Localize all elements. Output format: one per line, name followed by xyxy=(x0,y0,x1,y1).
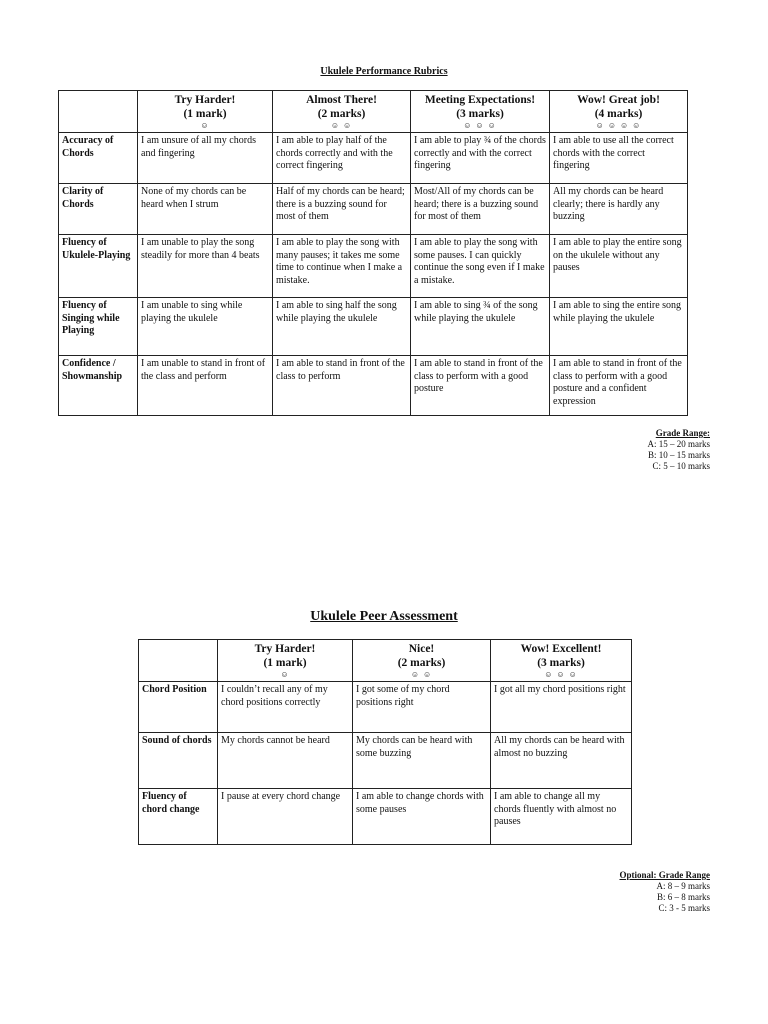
header-marks: (2 marks) xyxy=(317,108,366,120)
smiley-icon: ☺ ☺ xyxy=(330,121,353,130)
smiley-icon: ☺ ☺ xyxy=(410,670,433,679)
header-marks: (3 marks) xyxy=(537,657,585,669)
table-cell: I am able to change chords with some pauses xyxy=(353,789,491,845)
header-label: Wow! Excellent! xyxy=(520,643,602,655)
grade-range-title: Grade Range: xyxy=(655,428,710,438)
table-cell: My chords can be heard with some buzzing xyxy=(353,733,491,789)
table-cell: My chords cannot be heard xyxy=(218,733,353,789)
table-row xyxy=(59,235,688,298)
table-cell: I got all my chord positions right xyxy=(491,682,632,733)
header-label: Try Harder! xyxy=(174,94,236,106)
table-cell: Half of my chords can be heard; there is a buzzing sound for most of them xyxy=(273,184,411,235)
table-cell: I am able to play the song with some pauses. I can quickly continue the song even if I make a mistake. xyxy=(411,235,550,298)
table-row xyxy=(139,733,632,789)
header-label: Try Harder! xyxy=(254,643,316,655)
table-cell: I am able to play the song with many pauses; it takes me some time to continue when I make a mistake. xyxy=(273,235,411,298)
optional-grade-range xyxy=(619,870,710,914)
table-cell: I am able to stand in front of the class to perform with a good posture and a confident expression xyxy=(550,356,688,416)
header-marks: (4 marks) xyxy=(594,108,643,120)
table-cell: I am able to play the entire song on the ukulele without any pauses xyxy=(550,235,688,298)
table-cell: I got some of my chord positions right xyxy=(353,682,491,733)
peer-header-level-2 xyxy=(353,640,491,682)
grade-range-line: C: 3 - 5 marks xyxy=(658,903,710,913)
grade-range xyxy=(648,428,711,472)
table-cell: Most/All of my chords can be heard; there is a buzzing sound for most of them xyxy=(411,184,550,235)
peer-header-level-1 xyxy=(218,640,353,682)
table-row xyxy=(139,682,632,733)
header-marks: (1 mark) xyxy=(183,108,227,120)
criterion-cell: Clarity of Chords xyxy=(59,184,138,235)
table-cell: I am able to stand in front of the class to perform xyxy=(273,356,411,416)
table-row xyxy=(139,789,632,845)
criterion-cell: Fluency of Ukulele-Playing xyxy=(59,235,138,298)
table-cell: I couldn’t recall any of my chord positions correctly xyxy=(218,682,353,733)
criterion-cell: Accuracy of Chords xyxy=(59,133,138,184)
grade-range-line: B: 6 – 8 marks xyxy=(657,892,710,902)
smiley-icon: ☺ ☺ ☺ xyxy=(544,670,578,679)
header-label: Meeting Expectations! xyxy=(424,94,536,106)
header-label: Wow! Great job! xyxy=(577,94,660,106)
smiley-icon: ☺ ☺ ☺ ☺ xyxy=(595,121,642,130)
table-cell: I am able to sing half the song while playing the ukulele xyxy=(273,298,411,356)
header-label: Almost There! xyxy=(306,94,377,106)
criterion-cell: Chord Position xyxy=(139,682,218,733)
grade-range-line: A: 15 – 20 marks xyxy=(647,439,710,449)
rubric-header-level-4 xyxy=(550,91,688,133)
peer-corner-cell xyxy=(139,640,218,682)
rubric-corner-cell xyxy=(59,91,138,133)
performance-rubric-table xyxy=(58,90,688,416)
table-cell: I am unable to stand in front of the class and perform xyxy=(138,356,273,416)
smiley-icon: ☺ xyxy=(200,121,210,130)
table-cell: I pause at every chord change xyxy=(218,789,353,845)
table-row xyxy=(59,133,688,184)
grade-range-line: A: 8 – 9 marks xyxy=(656,881,710,891)
table-cell: I am unsure of all my chords and fingering xyxy=(138,133,273,184)
table-cell: I am able to sing ¾ of the song while playing the ukulele xyxy=(411,298,550,356)
rubric-title: Ukulele Performance Rubrics xyxy=(320,66,448,77)
table-cell: I am able to change all my chords fluently with almost no pauses xyxy=(491,789,632,845)
table-row xyxy=(59,184,688,235)
criterion-cell: Fluency of chord change xyxy=(139,789,218,845)
table-cell: None of my chords can be heard when I strum xyxy=(138,184,273,235)
table-row xyxy=(59,298,688,356)
table-cell: I am unable to play the song steadily for more than 4 beats xyxy=(138,235,273,298)
rubric-header-level-2 xyxy=(273,91,411,133)
peer-assessment-title: Ukulele Peer Assessment xyxy=(310,609,458,624)
table-cell: I am able to play half of the chords correctly and with the correct fingering xyxy=(273,133,411,184)
rubric-header-level-3 xyxy=(411,91,550,133)
peer-header-row xyxy=(139,640,632,682)
criterion-cell: Fluency of Singing while Playing xyxy=(59,298,138,356)
table-cell: All my chords can be heard clearly; there is hardly any buzzing xyxy=(550,184,688,235)
table-cell: I am unable to sing while playing the ukulele xyxy=(138,298,273,356)
table-cell: I am able to sing the entire song while playing the ukulele xyxy=(550,298,688,356)
table-row xyxy=(59,356,688,416)
table-cell: I am able to play ¾ of the chords correctly and with the correct fingering xyxy=(411,133,550,184)
rubric-header-level-1 xyxy=(138,91,273,133)
table-cell: I am able to use all the correct chords with the correct fingering xyxy=(550,133,688,184)
grade-range-line: B: 10 – 15 marks xyxy=(648,450,710,460)
table-cell: I am able to stand in front of the class to perform with a good posture xyxy=(411,356,550,416)
peer-assessment-table xyxy=(138,639,632,845)
grade-range-title: Optional: Grade Range xyxy=(619,870,710,880)
header-marks: (1 mark) xyxy=(263,657,307,669)
rubric-header-row xyxy=(59,91,688,133)
grade-range-line: C: 5 – 10 marks xyxy=(652,461,710,471)
criterion-cell: Sound of chords xyxy=(139,733,218,789)
header-marks: (3 marks) xyxy=(456,108,504,120)
smiley-icon: ☺ xyxy=(280,670,290,679)
header-label: Nice! xyxy=(408,643,435,655)
peer-header-level-3 xyxy=(491,640,632,682)
criterion-cell: Confidence / Showmanship xyxy=(59,356,138,416)
table-cell: All my chords can be heard with almost no buzzing xyxy=(491,733,632,789)
header-marks: (2 marks) xyxy=(397,657,446,669)
smiley-icon: ☺ ☺ ☺ xyxy=(463,121,497,130)
